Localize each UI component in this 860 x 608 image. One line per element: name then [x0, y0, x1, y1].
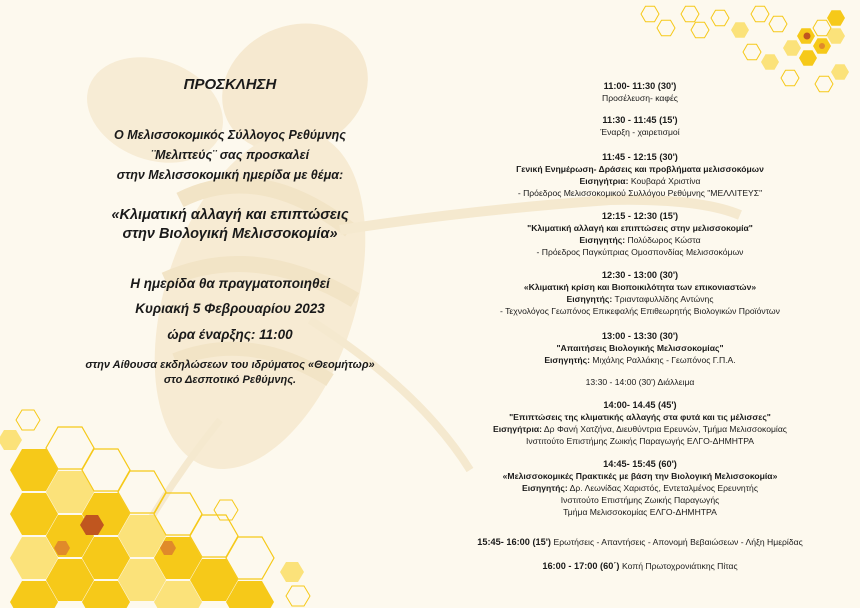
- speaker-label: Εισηγητής:: [544, 355, 591, 365]
- schedule-item-organic-requirements: [440, 330, 840, 366]
- speaker-label: Εισηγητής:: [566, 294, 613, 304]
- speaker-label: Εισηγήτρια:: [579, 176, 629, 186]
- speaker-line: [440, 234, 840, 246]
- speaker-role: Ινστιτούτο Επιστήμης Ζωικής Παραγωγής ΕΛΓΟ-ΔΗΜΗΤΡΑ: [525, 436, 755, 446]
- speaker-department: Τμήμα Μελισσοκομίας ΕΛΓΟ-ΔΗΜΗΤΡΑ: [563, 507, 717, 517]
- talk-title: «Κλιματική κρίση και Βιοποικιλότητα των επικονιαστών»: [523, 282, 757, 292]
- schedule-description: Κοπή Πρωτοχρονιάτικης Πίτας: [622, 561, 738, 571]
- schedule-item-opening: [440, 114, 840, 138]
- schedule-item-general-briefing: [440, 151, 840, 199]
- schedule-item-qa-closing: [440, 536, 840, 548]
- talk-title: "Κλιματική αλλαγή και επιπτώσεις στην μελισσοκομία": [527, 223, 753, 233]
- speaker-name: Κουβαρά Χριστίνα: [628, 176, 701, 186]
- schedule-time: 11:45 - 12:15 (30'): [602, 152, 678, 162]
- speaker-line: [440, 354, 840, 366]
- event-start-time: ώρα έναρξης: 11:00: [167, 327, 293, 342]
- schedule-description: 13:30 - 14:00 (30') Διάλλειμα: [585, 377, 695, 387]
- speaker-role: - Πρόεδρος Παγκύπριας Ομοσπονδίας Μελισσοκόμων: [536, 247, 744, 257]
- schedule-time: 12:15 - 12:30 (15'): [601, 211, 679, 221]
- speaker-name: Τριανταφυλλίδης Αντώνης: [612, 294, 714, 304]
- talk-title: "Επιπτώσεις της κλιματικής αλλαγής στα φυτά και τις μέλισσες": [509, 412, 771, 422]
- schedule-time: 14:45- 15:45 (60'): [603, 459, 677, 469]
- speaker-label: Εισηγήτρια:: [493, 424, 543, 434]
- schedule-time: 12:30 - 13:00 (30'): [601, 270, 679, 280]
- speaker-name: Δρ. Λεωνίδας Χαριστός, Εντεταλμένος Ερευνητής: [567, 483, 758, 493]
- invitation-heading: ΠΡΟΣΚΛΗΣΗ: [183, 76, 277, 93]
- schedule-item-biodiversity: [440, 269, 840, 317]
- venue-line-2: στο Δεσποτικό Ρεθύμνης.: [163, 374, 297, 386]
- speaker-label: Εισηγητής:: [522, 483, 568, 493]
- schedule-line: [440, 560, 840, 572]
- honeycomb-top-right-icon: [641, 6, 849, 92]
- talk-title: «Μελισσοκομικές Πρακτικές με βάση την Βιολογική Μελισσοκομία»: [502, 471, 778, 481]
- speaker-label: Εισηγητής:: [579, 235, 626, 245]
- speaker-name: Πολύδωρος Κώστα: [625, 235, 701, 245]
- schedule-description: Έναρξη - χαιρετισμοί: [600, 127, 680, 137]
- schedule-item-arrival: [440, 80, 840, 104]
- talk-title: Γενική Ενημέρωση- Δράσεις και προβλήματα μελισσοκόμων: [516, 164, 764, 174]
- speaker-line: [440, 175, 840, 187]
- schedule-item-practices: [440, 458, 840, 518]
- event-announcement: Η ημερίδα θα πραγματοποιηθεί: [130, 276, 330, 291]
- schedule-item-climate-change: [440, 210, 840, 258]
- speaker-name: Δρ Φανή Χατζήνα, Διευθύντρια Ερευνών, Τμήμα Μελισσοκομίας: [542, 424, 787, 434]
- organizer-line: Ο Μελισσοκομικός Σύλλογος Ρεθύμνης: [114, 128, 346, 142]
- event-theme-line-2: στην Βιολογική Μελισσοκομία»: [122, 226, 338, 242]
- venue-line-1: στην Αίθουσα εκδηλώσεων του ιδρύματος «Θεομήτωρ»: [85, 359, 375, 371]
- schedule-time: 11:30 - 11:45 (15'): [602, 115, 678, 125]
- schedule-time: 14:00- 14.45 (45'): [603, 400, 677, 410]
- event-theme-line-1: «Κλιματική αλλαγή και επιπτώσεις: [111, 207, 349, 223]
- speaker-name: Μιχάλης Ραλλάκης - Γεωπόνος Γ.Π.Α.: [590, 355, 736, 365]
- talk-title: "Απαιτήσεις Βιολογικής Μελισσοκομίας": [556, 343, 724, 353]
- schedule-time: 15:45- 16:00 (15'): [477, 537, 554, 547]
- speaker-role: - Τεχνολόγος Γεωπόνος Επικεφαλής Επιθεωρητής Βιολογικών Προϊόντων: [500, 306, 780, 316]
- schedule-item-break: [440, 376, 840, 388]
- schedule-time: 11:00- 11:30 (30'): [603, 81, 677, 91]
- speaker-line: [440, 482, 840, 494]
- schedule-item-new-year-pie: [440, 560, 840, 572]
- schedule-line: [440, 536, 840, 548]
- organizer-name-line: ¨Μελιττεύς¨ σας προσκαλεί: [150, 148, 310, 162]
- schedule-description: Ερωτήσεις - Απαντήσεις - Απονομή Βεβαιώσεων - Λήξη Ημερίδας: [553, 537, 803, 547]
- event-intro-line: στην Μελισσοκομική ημερίδα με θέμα:: [116, 168, 344, 182]
- speaker-role: Ινστιτούτο Επιστήμης Ζωικής Παραγωγής: [560, 495, 720, 505]
- schedule-time: 13:00 - 13:30 (30'): [601, 331, 679, 341]
- event-date: Κυριακή 5 Φεβρουαρίου 2023: [135, 301, 325, 316]
- schedule-time: 16:00 - 17:00 (60΄): [542, 561, 622, 571]
- speaker-line: [440, 293, 840, 305]
- speaker-role: - Πρόεδρος Μελισσοκομικού Συλλόγου Ρεθύμνης "ΜΕΛΛΙΤΕΥΣ": [517, 188, 763, 198]
- schedule-description: Προσέλευση- καφές: [602, 93, 678, 103]
- speaker-line: [440, 423, 840, 435]
- schedule-item-climate-plants-bees: [440, 399, 840, 447]
